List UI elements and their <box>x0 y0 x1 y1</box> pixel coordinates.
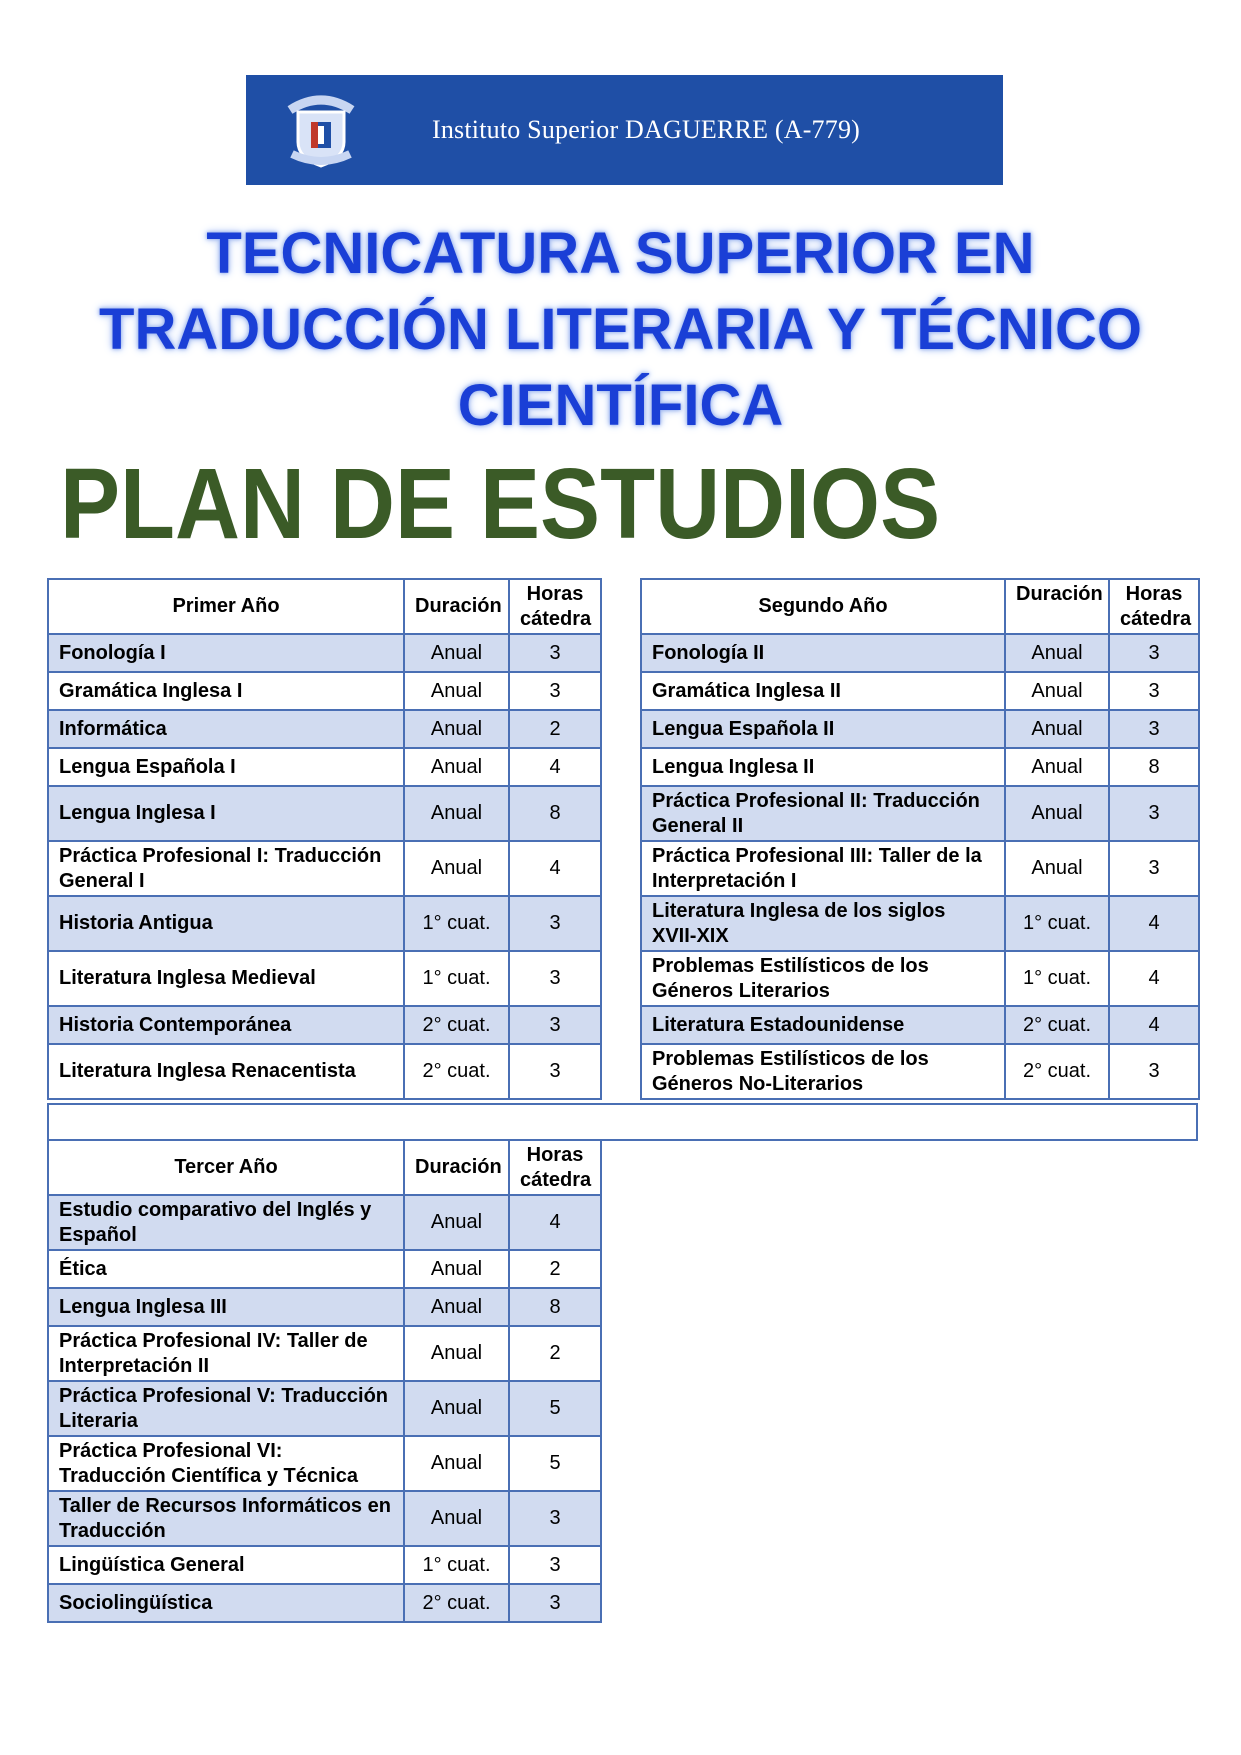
subject-cell: Literatura Inglesa de los siglos XVII-XIX <box>641 896 1005 951</box>
subject-cell: Práctica Profesional I: Traducción General I <box>48 841 404 896</box>
duration-cell: Anual <box>1005 786 1109 841</box>
duration-cell: Anual <box>1005 710 1109 748</box>
year-header: Primer Año <box>48 579 404 634</box>
subject-cell: Lengua Inglesa II <box>641 748 1005 786</box>
hours-cell: 5 <box>509 1381 601 1436</box>
program-title <box>0 216 1241 444</box>
subject-cell: Lengua Española I <box>48 748 404 786</box>
subject-cell: Gramática Inglesa I <box>48 672 404 710</box>
hours-cell: 3 <box>1109 1044 1199 1099</box>
table-header-row <box>48 1140 601 1195</box>
subject-cell: Ética <box>48 1250 404 1288</box>
duration-cell: Anual <box>404 1381 509 1436</box>
hours-header: Horas cátedra <box>1109 579 1199 634</box>
hours-cell: 3 <box>509 1044 601 1099</box>
hours-cell: 3 <box>509 951 601 1006</box>
hours-cell: 3 <box>509 672 601 710</box>
table-row <box>48 1006 601 1044</box>
duration-cell: 1° cuat. <box>404 951 509 1006</box>
hours-cell: 2 <box>509 710 601 748</box>
hours-header: Horas cátedra <box>509 579 601 634</box>
duration-header: Duración <box>1005 579 1109 634</box>
duration-cell: Anual <box>404 841 509 896</box>
subject-cell: Fonología I <box>48 634 404 672</box>
hours-cell: 3 <box>1109 710 1199 748</box>
subject-cell: Fonología II <box>641 634 1005 672</box>
subject-cell: Práctica Profesional IV: Taller de Interpretación II <box>48 1326 404 1381</box>
duration-cell: Anual <box>1005 634 1109 672</box>
table-row <box>641 951 1199 1006</box>
table-separator-row <box>47 1103 1198 1141</box>
subject-cell: Literatura Estadounidense <box>641 1006 1005 1044</box>
program-title-line-2: TRADUCCIÓN LITERARIA Y TÉCNICO <box>99 297 1142 362</box>
table-row <box>48 1250 601 1288</box>
table-row <box>48 748 601 786</box>
hours-cell: 5 <box>509 1436 601 1491</box>
subject-cell: Lengua Española II <box>641 710 1005 748</box>
program-title-line-1: TECNICATURA SUPERIOR EN <box>206 221 1035 286</box>
duration-cell: Anual <box>404 748 509 786</box>
table-row <box>641 634 1199 672</box>
duration-cell: 2° cuat. <box>1005 1006 1109 1044</box>
duration-cell: 2° cuat. <box>404 1584 509 1622</box>
program-title-line-3: CIENTÍFICA <box>457 373 784 438</box>
table-row <box>48 1044 601 1099</box>
subject-cell: Problemas Estilísticos de los Géneros Literarios <box>641 951 1005 1006</box>
duration-cell: 1° cuat. <box>404 896 509 951</box>
hours-cell: 3 <box>509 1584 601 1622</box>
table-row <box>48 710 601 748</box>
duration-cell: Anual <box>404 672 509 710</box>
subject-cell: Literatura Inglesa Renacentista <box>48 1044 404 1099</box>
duration-cell: 2° cuat. <box>1005 1044 1109 1099</box>
table-row <box>48 1326 601 1381</box>
year-header: Segundo Año <box>641 579 1005 634</box>
subject-cell: Práctica Profesional VI: Traducción Científica y Técnica <box>48 1436 404 1491</box>
third-year-table <box>47 1139 602 1623</box>
subject-cell: Práctica Profesional II: Traducción General II <box>641 786 1005 841</box>
table-row <box>48 841 601 896</box>
duration-header: Duración <box>404 579 509 634</box>
duration-cell: Anual <box>404 1491 509 1546</box>
first-year-table <box>47 578 602 1100</box>
hours-cell: 3 <box>1109 672 1199 710</box>
subject-cell: Informática <box>48 710 404 748</box>
subject-cell: Práctica Profesional V: Traducción Literaria <box>48 1381 404 1436</box>
year-header: Tercer Año <box>48 1140 404 1195</box>
table-row <box>48 1584 601 1622</box>
table-row <box>48 634 601 672</box>
duration-cell: Anual <box>1005 841 1109 896</box>
duration-cell: 1° cuat. <box>1005 951 1109 1006</box>
table-row <box>641 1006 1199 1044</box>
hours-cell: 4 <box>1109 951 1199 1006</box>
duration-cell: Anual <box>404 1326 509 1381</box>
hours-cell: 4 <box>509 1195 601 1250</box>
table-row <box>48 672 601 710</box>
second-year-table <box>640 578 1200 1100</box>
table-row <box>641 748 1199 786</box>
duration-cell: Anual <box>404 1195 509 1250</box>
table-row <box>641 841 1199 896</box>
duration-cell: 2° cuat. <box>404 1006 509 1044</box>
table-row <box>48 786 601 841</box>
hours-cell: 8 <box>509 1288 601 1326</box>
table-row <box>48 1491 601 1546</box>
table-row <box>641 786 1199 841</box>
subject-cell: Historia Contemporánea <box>48 1006 404 1044</box>
hours-cell: 8 <box>1109 748 1199 786</box>
hours-cell: 3 <box>509 634 601 672</box>
table-row <box>641 1044 1199 1099</box>
table-row <box>641 896 1199 951</box>
subject-cell: Taller de Recursos Informáticos en Traducción <box>48 1491 404 1546</box>
table-row <box>48 1381 601 1436</box>
hours-cell: 3 <box>509 1006 601 1044</box>
subject-cell: Práctica Profesional III: Taller de la Interpretación I <box>641 841 1005 896</box>
table-row <box>48 951 601 1006</box>
duration-cell: Anual <box>404 1436 509 1491</box>
hours-cell: 2 <box>509 1250 601 1288</box>
hours-cell: 3 <box>509 1491 601 1546</box>
plan-title: PLAN DE ESTUDIOS <box>60 448 941 560</box>
duration-cell: Anual <box>404 1288 509 1326</box>
subject-cell: Lengua Inglesa III <box>48 1288 404 1326</box>
hours-cell: 3 <box>509 896 601 951</box>
duration-cell: 2° cuat. <box>404 1044 509 1099</box>
hours-cell: 2 <box>509 1326 601 1381</box>
institute-crest-icon <box>282 88 360 172</box>
subject-cell: Sociolingüística <box>48 1584 404 1622</box>
hours-cell: 3 <box>1109 786 1199 841</box>
duration-cell: Anual <box>1005 672 1109 710</box>
duration-cell: Anual <box>404 634 509 672</box>
hours-cell: 4 <box>509 841 601 896</box>
table-row <box>48 1195 601 1250</box>
duration-cell: Anual <box>1005 748 1109 786</box>
hours-cell: 3 <box>509 1546 601 1584</box>
institute-name: Instituto Superior DAGUERRE (A-779) <box>432 115 861 144</box>
table-row <box>641 710 1199 748</box>
table-row <box>48 1288 601 1326</box>
hours-cell: 4 <box>509 748 601 786</box>
hours-cell: 3 <box>1109 634 1199 672</box>
subject-cell: Historia Antigua <box>48 896 404 951</box>
table-row <box>48 1436 601 1491</box>
subject-cell: Gramática Inglesa II <box>641 672 1005 710</box>
table-row <box>48 896 601 951</box>
duration-cell: 1° cuat. <box>404 1546 509 1584</box>
table-header-row <box>641 579 1199 634</box>
table-header-row <box>48 579 601 634</box>
table-row <box>48 1546 601 1584</box>
hours-cell: 3 <box>1109 841 1199 896</box>
institute-banner <box>246 75 1003 185</box>
duration-cell: 1° cuat. <box>1005 896 1109 951</box>
duration-header: Duración <box>404 1140 509 1195</box>
subject-cell: Lingüística General <box>48 1546 404 1584</box>
hours-cell: 8 <box>509 786 601 841</box>
duration-cell: Anual <box>404 710 509 748</box>
table-row <box>641 672 1199 710</box>
duration-cell: Anual <box>404 1250 509 1288</box>
subject-cell: Lengua Inglesa I <box>48 786 404 841</box>
hours-header: Horas cátedra <box>509 1140 601 1195</box>
hours-cell: 4 <box>1109 896 1199 951</box>
subject-cell: Problemas Estilísticos de los Géneros No-Literarios <box>641 1044 1005 1099</box>
subject-cell: Literatura Inglesa Medieval <box>48 951 404 1006</box>
hours-cell: 4 <box>1109 1006 1199 1044</box>
subject-cell: Estudio comparativo del Inglés y Español <box>48 1195 404 1250</box>
duration-cell: Anual <box>404 786 509 841</box>
